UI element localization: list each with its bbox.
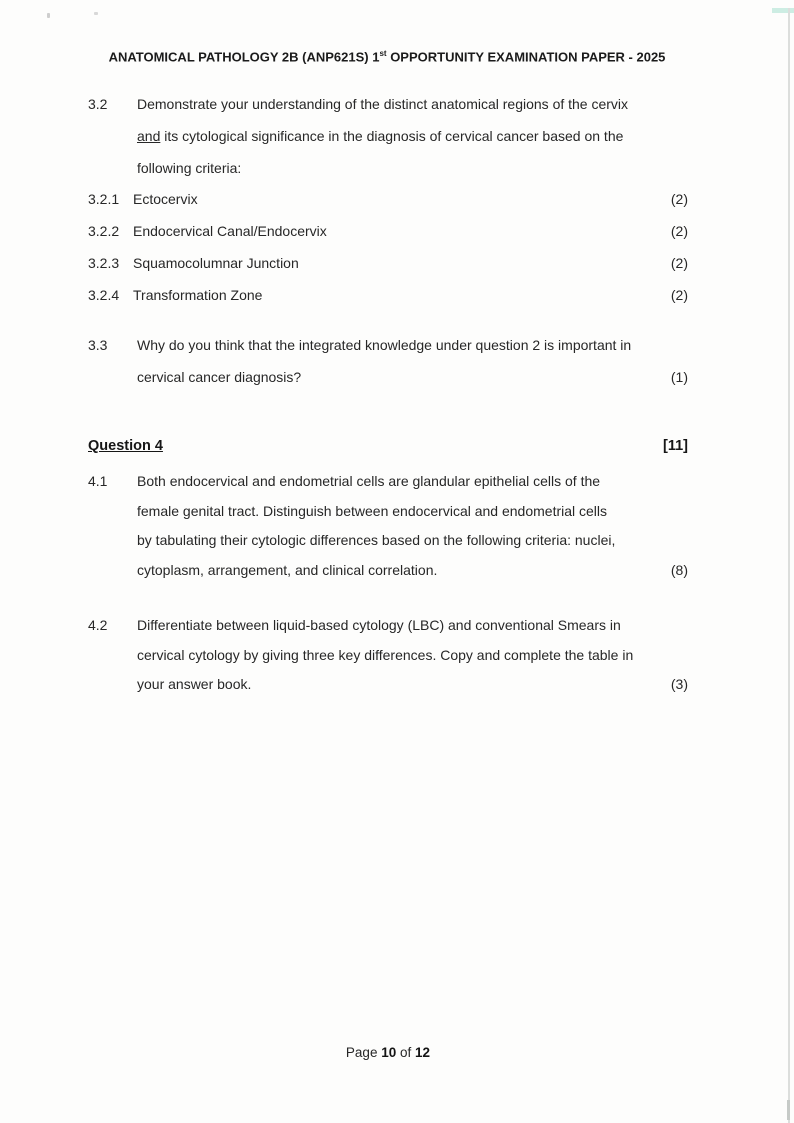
sub-question-label: Endocervical Canal/Endocervix: [133, 223, 327, 239]
scan-edge-line: [788, 8, 790, 1123]
sub-question-number: 3.2.3: [88, 255, 120, 271]
marks-allocation: (1): [670, 369, 688, 385]
header-title-part1: ANATOMICAL PATHOLOGY 2B (ANP621S) 1: [108, 49, 380, 65]
footer-of-label: of: [400, 1045, 412, 1060]
scan-edge-line-dark: [787, 1100, 790, 1120]
question-text-line: Differentiate between liquid-based cytology (LBC) and conventional Smears in: [137, 617, 621, 633]
sub-question-row: [88, 215, 688, 247]
footer-page-label: Page: [345, 1045, 378, 1060]
question-text-rest: its cytological significance in the diagnosis of cervical cancer based on the: [160, 128, 624, 144]
sub-question-label: Ectocervix: [133, 191, 198, 207]
scan-speck: [94, 12, 98, 15]
question-3-3: [88, 329, 688, 393]
sub-question-label: Squamocolumnar Junction: [133, 255, 299, 271]
header-title-superscript: st: [379, 49, 387, 58]
sub-question-number: 3.2.1: [88, 191, 120, 207]
question-text-line: your answer book.: [137, 676, 252, 692]
footer-page-number: 10: [381, 1045, 397, 1060]
sub-question-number: 3.2.4: [88, 287, 120, 303]
sub-question-row: [88, 279, 688, 311]
page-header-title: [80, 45, 694, 66]
scan-corner-mark: [772, 8, 794, 13]
sub-question-row: [88, 183, 688, 215]
question-text-line: [137, 120, 688, 152]
marks-allocation: (2): [670, 191, 688, 207]
question-text-line: by tabulating their cytologic differences based on the following criteria: nuclei,: [137, 532, 616, 548]
underlined-word: and: [137, 128, 161, 144]
question-text-line: Demonstrate your understanding of the distinct anatomical regions of the cervix: [137, 96, 629, 112]
marks-allocation: (2): [670, 255, 688, 271]
marks-allocation: (8): [670, 561, 688, 578]
sub-question-number: 3.2.2: [88, 223, 120, 239]
page-footer: [88, 1044, 688, 1062]
question-4-heading: [88, 436, 688, 456]
scan-speck: [47, 13, 50, 18]
question-text-line: cytoplasm, arrangement, and clinical correlation.: [137, 561, 438, 578]
question-heading-label: Question 4: [88, 438, 163, 454]
question-number: 3.3: [88, 337, 108, 353]
question-total-marks: [11]: [663, 438, 688, 454]
question-number: 3.2: [88, 96, 108, 112]
question-number: 4.1: [88, 473, 108, 489]
header-title-part2: OPPORTUNITY EXAMINATION PAPER - 2025: [386, 49, 666, 65]
marks-allocation: (2): [670, 287, 688, 303]
question-text-line: cervical cancer diagnosis?: [137, 369, 302, 385]
question-text-line: Why do you think that the integrated knowledge under question 2 is important in: [137, 337, 632, 353]
question-text-line: following criteria:: [137, 160, 242, 176]
sub-question-row: [88, 247, 688, 279]
marks-allocation: (3): [670, 676, 688, 692]
footer-total-pages: 12: [415, 1045, 431, 1060]
question-text-line: cervical cytology by giving three key differences. Copy and complete the table in: [137, 646, 634, 663]
question-3-2: [88, 88, 688, 184]
question-4-1: [88, 467, 688, 585]
marks-allocation: (2): [670, 223, 688, 239]
question-4-2: [88, 611, 688, 700]
sub-question-list: [88, 183, 688, 311]
question-text-line: female genital tract. Distinguish between endocervical and endometrial cells: [137, 502, 608, 519]
question-text-line: Both endocervical and endometrial cells are glandular epithelial cells of the: [137, 473, 601, 489]
question-number: 4.2: [88, 617, 108, 633]
sub-question-label: Transformation Zone: [133, 287, 263, 303]
